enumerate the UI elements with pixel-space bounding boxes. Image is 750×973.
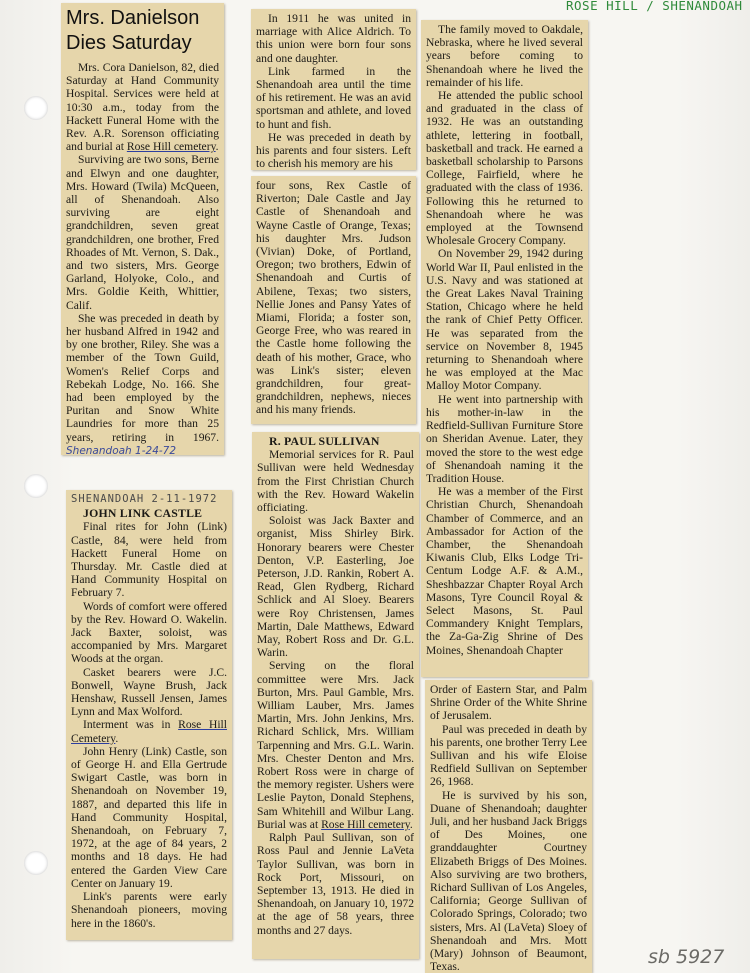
paragraph: Soloist was Jack Baxter and organist, Miss Shirley Birk. Honorary bearers were Chester Denton, V.P. Easterling, Joe Peterson, J.D. Rankin, Robert A. Read, Glen Rydberg, Richard Schlick and Al Sloey. Bearers were Roy Christensen, James Martin, Dale Matthews, Edward May, Robert Ross and Dr. G.L. Warin. (257, 514, 414, 660)
danielson-headline (66, 6, 219, 56)
paragraph: Serving on the floral committee were Mrs. Jack Burton, Mrs. Paul Gamble, Mrs. William Lauber, Mrs. James Martin, Mrs. John Jenkins, Mrs. Richard Schlick, Mrs. William Tarpenning and Mrs. G.L. Warin. Mrs. Chester Denton and Mrs. Robert Ross were in charge of the memory register. Ushers were Leslie Payton, Donald Stephens, Sam Whitehill and Wilbur Lang. Burial was at Rose Hill cemetery. (257, 659, 414, 831)
handwritten-date: Shenandoah 1-24-72 (66, 444, 177, 455)
paragraph: In 1911 he was united in marriage with Alice Aldrich. To this union were born four sons and one daughter. (256, 12, 411, 65)
sullivan-subhead: R. PAUL SULLIVAN (269, 434, 380, 448)
paragraph: Words of comfort were offered by the Rev. Howard O. Wakelin. Jack Baxter, soloist, was accompanied by Mrs. Margaret Woods at the organ. (71, 599, 227, 666)
rose-hill-underlined: Rose Hill cemetery (126, 140, 216, 154)
paragraph: Link farmed in the Shenandoah area until the time of his retirement. He was an avid sportsman and athlete, and loved to hunt and fish. (256, 64, 411, 131)
danielson-clipping (61, 3, 224, 455)
sullivan-ending (425, 680, 592, 973)
paragraph: Surviving are two sons, Berne and Elwyn and one daughter, Mrs. Howard (Twila) McQueen, all of Shenandoah. Also surviving are eight grandchildren, seven great grandchildren, one brother, Fred Rhoades of Mt. Vernon, S. Dak., and two sisters, Mrs. George Garland, Holyoke, Colo., and Mrs. Goldie Keith, Whittier, Calif. (66, 153, 219, 312)
headline-line2: Dies Saturday (66, 32, 192, 54)
rose-hill-underlined: Rose Hill Cemetery (71, 718, 227, 745)
paragraph: She was preceded in death by her husband Alfred in 1942 and by one brother, Riley. She was a member of the Town Guild, Women's Relief Corps and Rebekah Lodge, No. 166. She had been employed by the Puritan and Snow White Laundries for more than 25 years, retiring in 1967. Shenandoah 1-24-72 (66, 311, 219, 455)
paragraph: John Henry (Link) Castle, son of George H. and Ella Gertrude Swigart Castle, was born in Shenandoah on November 19, 1887, and departed this life in Hand Community Hospital, Shenandoah, on February 7, 1972, at the age of 84 years, 2 months and 18 days. He had entered the Garden View Care Center on January 19. (71, 744, 227, 890)
catalog-number: sb 5927 (648, 946, 725, 968)
paragraph: On November 29, 1942 during World War II, Paul enlisted in the U.S. Navy and was stationed at the Great Lakes Naval Training Station, Chicago where he held the rank of Chief Petty Officer. He was separated from the service on November 8, 1945 returning to Shenandoah where he was employed at the Mac Malloy Motor Company. (426, 247, 583, 393)
paragraph: The family moved to Oakdale, Nebraska, where he lived several years before coming to Shenandoah where he lived the remainder of his life. (426, 23, 583, 89)
binder-hole (24, 474, 48, 498)
paragraph: Mrs. Cora Danielson, 82, died Saturday at Hand Community Hospital. Services were held at 10:30 a.m., today from the Hackett Funeral Home with the Rev. A.R. Sorenson officiating and burial at Rose Hill cemetery. (66, 61, 219, 154)
header-annotation: ROSE HILL / SHENANDOAH (566, 0, 743, 13)
paragraph: He went into partnership with his mother-in-law in the Redfield-Sullivan Furniture Store on Sheridan Avenue. Later, they moved the store to the west edge of Shenandoah naming it the Tradition House. (426, 392, 583, 485)
paragraph: Final rites for John (Link) Castle, 84, were held from Hackett Funeral Home on Thursday. Mr. Castle died at Hand Community Hospital on February 7. (71, 520, 227, 600)
paragraph: Link's parents were early Shenandoah pioneers, moving here in the 1860's. (71, 890, 227, 930)
sullivan-continuation (421, 20, 588, 677)
paragraph: Order of Eastern Star, and Palm Shrine Order of the White Shrine of Jerusalem. (430, 683, 587, 723)
paragraph: He was a member of the First Christian Church, Shenandoah Chamber of Commerce, and an Ambassador for Action of the Chamber, the Shenandoah Kiwanis Club, Elks Lodge Tri-Centum Lodge A.F. & A.M., Sheshbazzar Chapter Royal Arch Masons, Tyre Council Royal & Select Masons, St. Paul Commandery Knight Templars, the Za-Ga-Zig Shrine of Des Moines, Shenandoah Chapter (426, 485, 583, 657)
paragraph: four sons, Rex Castle of Riverton; Dale Castle and Jay Castle of Shenandoah and Wayne Castle of Orange, Texas; his daughter Mrs. Judson (Vivian) Doke, of Portland, Oregon; two brothers, Edwin of Shenandoah and Curtis of Abilene, Texas; two sisters, Nellie Jones and Pansy Yates of Miami, Florida; a foster son, George Free, who was reared in the Castle home following the death of his mother, Grace, who was Link's sister; eleven grandchildren, four great-grandchildren, nephews, nieces and his many friends. (256, 179, 411, 417)
paragraph: Interment was in Rose Hill Cemetery. (71, 718, 227, 745)
binder-hole (24, 851, 48, 875)
castle-clipping (66, 490, 232, 940)
paragraph: He is survived by his son, Duane of Shenandoah; daughter Juli, and her husband Jack Briggs of Des Moines, one granddaughter Courtney Elizabeth Briggs of Des Moines. Also surviving are two brothers, Richard Sullivan of Los Angeles, California; George Sullivan of Colorado Springs, Colorado; two sisters, Mrs. Al (LaVeta) Sloey of Shenandoah and Mrs. Mott (Mary) Johnson of Beaumont, Texas. (430, 788, 587, 973)
handwritten-header: SHENANDOAH 2-11-1972 (71, 493, 218, 505)
sullivan-clipping (252, 432, 419, 959)
binder-hole (24, 96, 48, 120)
paragraph: He was preceded in death by his parents and four sisters. Left to cherish his memory are his (256, 130, 411, 170)
castle-subhead: JOHN LINK CASTLE (83, 506, 203, 521)
castle-continuation-top (251, 9, 416, 170)
rose-hill-underlined: Rose Hill cemetery (321, 817, 410, 831)
paragraph: Ralph Paul Sullivan, son of Ross Paul and Jennie LaVeta Taylor Sullivan, was born in Rock Port, Missouri, on September 13, 1913. He died in Shenandoah, on January 10, 1972 at the age of 58 years, three months and 27 days. (257, 831, 414, 937)
paragraph: He attended the public school and graduated in the class of 1932. He was an outstanding athlete, lettering in football, basketball and track. He earned a basketball scholarship to Parsons College, Fairfield, where he graduated with the class of 1936. Following this he returned to Shenandoah where he was employed at the Townsend Wholesale Grocery Company. (426, 89, 583, 248)
paragraph: Paul was preceded in death by his parents, one brother Terry Lee Sullivan and his wife Eloise Redfield Sullivan on September 26, 1968. (430, 722, 587, 789)
paragraph: Memorial services for R. Paul Sullivan were held Wednesday from the First Christian Church with the Rev. Howard Wakelin officiating. (257, 448, 414, 515)
castle-continuation-middle (251, 176, 416, 424)
paragraph: Casket bearers were J.C. Bonwell, Wayne Brush, Jack Henshaw, Russell Jensen, James Lynn and Max Wolford. (71, 665, 227, 719)
headline-line1: Mrs. Danielson (66, 7, 200, 29)
